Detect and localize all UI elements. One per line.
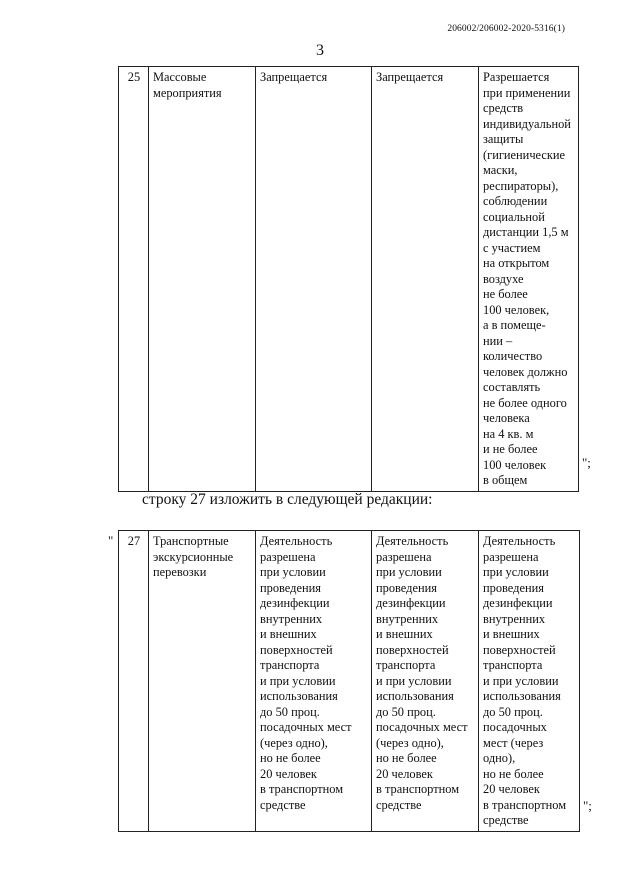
regime-text-3: Разрешается при применении средств индивидуальной защиты (гигиенические маски, респираторы), соблюдении социальной дистанции 1,5 м с участием на открытом воздухе не более 100 человек, а в помеще- нии – количество человек должно составлять не более одного человека на 4 кв. м и не более 100 человек в общем [483,70,571,487]
table-row-27 [118,530,580,832]
page-number: 3 [316,42,324,59]
regime-text-2: Запрещается [376,70,444,84]
regime-cell-2 [372,67,479,492]
document-code: 206002/206002-2020-5316(1) [447,24,565,34]
regime-cell-1 [256,531,372,832]
closing-quote-25: "; [582,455,591,470]
regime-text-3: Деятельность разрешена при условии проведения дезинфекции внутренних и внешних поверхностей транспорта и при условии использования до 50 проц. посадочных мест (через одно), но не более 20 человек в транспортном средстве [483,534,567,827]
activity-name-cell [149,531,256,832]
activity-name: Транспортные экскурсионные перевозки [153,534,234,579]
table-row [119,67,579,492]
activity-name: Массовые мероприятия [153,70,222,100]
regime-text-1: Деятельность разрешена при условии проведения дезинфекции внутренних и внешних поверхностей транспорта и при условии использования до 50 проц. посадочных мест (через одно), но не более 20 человек в транспортном средстве [260,534,352,812]
table-row [119,531,580,832]
regime-text-2: Деятельность разрешена при условии проведения дезинфекции внутренних и внешних поверхностей транспорта и при условии использования до 50 проц. посадочных мест (через одно), но не более 20 человек в транспортном средстве [376,534,468,812]
row-number: 25 [127,70,141,84]
closing-quote-27: "; [583,798,592,813]
row-number-cell [119,531,149,832]
row-number: 27 [127,534,141,548]
regime-cell-1 [256,67,372,492]
regime-text-1: Запрещается [260,70,328,84]
regime-cell-3 [479,67,579,492]
regime-cell-2 [372,531,479,832]
opening-quote-27: " [108,533,114,548]
row-number-cell [119,67,149,492]
amendment-instruction: строку 27 изложить в следующей редакции: [142,491,433,508]
regime-cell-3 [479,531,580,832]
table-row-25 [118,66,579,492]
activity-name-cell [149,67,256,492]
